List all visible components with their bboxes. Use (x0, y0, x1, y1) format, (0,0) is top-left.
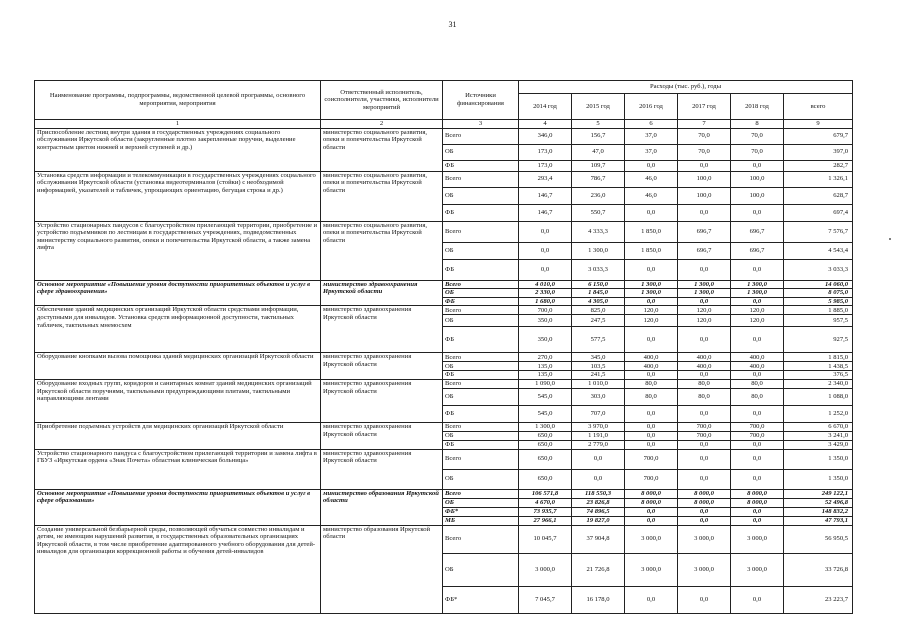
year-value-cell: 786,7 (572, 171, 625, 187)
year-value-cell: 120,0 (625, 306, 678, 315)
measure-name-cell: Создание универсальной безбарьерной среды, позволяющей обучаться совместно инвалидам и детям, не имеющим нарушений развития, в государственных образовательных организациях Иркутской области, в том числе приобретение адаптированного учебного оборудования для детей-инвалидов для организации коррекционной работы и обучения детей-инвалидов (35, 525, 321, 613)
year-value-cell: 0,0 (731, 586, 784, 613)
header-year: 2014 год (519, 94, 572, 120)
year-value-cell: 0,0 (519, 259, 572, 280)
year-value-cell: 70,0 (731, 144, 784, 160)
year-value-cell: 0,0 (731, 371, 784, 380)
year-value-cell: 0,0 (678, 469, 731, 489)
year-value-cell: 156,7 (572, 128, 625, 144)
year-value-cell: 696,7 (731, 242, 784, 259)
total-value-cell: 957,5 (784, 315, 853, 327)
funding-source-cell: Всего (443, 422, 519, 431)
table-body (35, 128, 853, 613)
funding-source-cell: ОБ (443, 242, 519, 259)
year-value-cell: 700,0 (731, 422, 784, 431)
year-value-cell: 700,0 (678, 431, 731, 440)
year-value-cell: 350,0 (519, 327, 572, 353)
year-value-cell: 3 000,0 (678, 553, 731, 586)
table-row (35, 525, 853, 553)
year-value-cell: 0,0 (678, 449, 731, 469)
year-value-cell: 0,0 (678, 507, 731, 516)
year-value-cell: 2 779,0 (572, 440, 625, 449)
year-value-cell: 8 000,0 (678, 489, 731, 498)
year-value-cell: 70,0 (678, 144, 731, 160)
year-value-cell: 4 333,3 (572, 221, 625, 242)
year-value-cell: 650,0 (519, 449, 572, 469)
year-value-cell: 303,0 (572, 388, 625, 405)
year-value-cell: 4 010,0 (519, 280, 572, 289)
total-value-cell: 23 223,7 (784, 586, 853, 613)
year-value-cell: 120,0 (731, 315, 784, 327)
header-year: 2017 год (678, 94, 731, 120)
total-value-cell: 47 793,1 (784, 516, 853, 525)
table-row (35, 221, 853, 242)
year-value-cell: 545,0 (519, 388, 572, 405)
year-value-cell: 23 826,8 (572, 498, 625, 507)
year-value-cell: 0,0 (678, 516, 731, 525)
year-value-cell: 0,0 (678, 440, 731, 449)
year-value-cell: 6 150,0 (572, 280, 625, 289)
measure-name-cell: Оборудование кнопками вызова помощника зданий медицинских организаций Иркутской области (35, 353, 321, 380)
funding-source-cell: ФБ (443, 440, 519, 449)
year-value-cell: 120,0 (678, 306, 731, 315)
funding-source-cell: ФБ (443, 297, 519, 306)
year-value-cell: 73 935,7 (519, 507, 572, 516)
year-value-cell: 7 045,7 (519, 586, 572, 613)
year-value-cell: 109,7 (572, 160, 625, 171)
year-value-cell: 700,0 (731, 431, 784, 440)
table-row (35, 422, 853, 431)
year-value-cell: 0,0 (625, 507, 678, 516)
year-value-cell: 46,0 (625, 171, 678, 187)
year-value-cell: 2 330,0 (519, 289, 572, 298)
responsible-cell: министерство образования Иркутской области (321, 525, 443, 613)
year-value-cell: 0,0 (625, 327, 678, 353)
year-value-cell: 270,0 (519, 353, 572, 362)
measure-name-cell: Установка средств информации и телекоммуникации в государственных учреждениях социального обслуживания Иркутской области (установка видеотерминалов (стойки) с необходимой информацией, указателей и табличек, упрощающих ориентацию, бегущая строка и др.) (35, 171, 321, 221)
year-value-cell: 37,0 (625, 144, 678, 160)
year-value-cell: 0,0 (731, 469, 784, 489)
year-value-cell: 0,0 (678, 297, 731, 306)
header-name: Наименование программы, подпрограммы, ведомственной целевой программы, основного мероприятия, мероприятия (35, 81, 321, 120)
total-value-cell: 56 950,5 (784, 525, 853, 553)
column-index-row (35, 120, 853, 129)
year-value-cell: 0,0 (678, 160, 731, 171)
year-value-cell: 696,7 (731, 221, 784, 242)
responsible-cell: министерство здравоохранения Иркутской области (321, 379, 443, 422)
year-value-cell: 700,0 (625, 469, 678, 489)
measure-name-cell: Приспособление лестниц внутри здания в государственных учреждениях социального обслуживания Иркутской области (закругленные плотно закрепленные поручни, выделение контрастным цветом нижней и верхней ступеней и др.) (35, 128, 321, 171)
funding-source-cell: ОБ (443, 315, 519, 327)
funding-source-cell: Всего (443, 280, 519, 289)
year-value-cell: 1 191,0 (572, 431, 625, 440)
year-value-cell: 3 970,0 (572, 422, 625, 431)
year-value-cell: 8 000,0 (678, 498, 731, 507)
funding-source-cell: ФБ (443, 405, 519, 422)
column-index-cell: 3 (443, 120, 519, 129)
year-value-cell: 0,0 (625, 297, 678, 306)
total-value-cell: 1 252,0 (784, 405, 853, 422)
year-value-cell: 173,0 (519, 144, 572, 160)
total-value-cell: 52 496,8 (784, 498, 853, 507)
table-row (35, 353, 853, 362)
year-value-cell: 293,4 (519, 171, 572, 187)
measure-name-cell: Приобретение подъемных устройств для медицинских организаций Иркутской области (35, 422, 321, 449)
total-value-cell: 2 340,0 (784, 379, 853, 388)
year-value-cell: 1 850,0 (625, 242, 678, 259)
measure-name-cell: Основное мероприятие «Повышение уровня доступности приоритетных объектов и услуг в сфере образования» (35, 489, 321, 525)
table-row (35, 128, 853, 144)
table-row (35, 306, 853, 315)
year-value-cell: 70,0 (678, 128, 731, 144)
year-value-cell: 0,0 (625, 160, 678, 171)
table-row (35, 280, 853, 289)
year-value-cell: 400,0 (678, 362, 731, 371)
year-value-cell: 1 845,0 (572, 289, 625, 298)
year-value-cell: 1 300,0 (731, 280, 784, 289)
responsible-cell: министерство здравоохранения Иркутской области (321, 280, 443, 306)
year-value-cell: 0,0 (678, 327, 731, 353)
year-value-cell: 0,0 (625, 516, 678, 525)
year-value-cell: 8 000,0 (731, 498, 784, 507)
year-value-cell: 3 000,0 (519, 553, 572, 586)
header-sources: Источники финансирования (443, 81, 519, 120)
column-index-cell: 1 (35, 120, 321, 129)
funding-source-cell: ФБ* (443, 586, 519, 613)
total-value-cell: 3 429,0 (784, 440, 853, 449)
year-value-cell: 1 850,0 (625, 221, 678, 242)
total-value-cell: 628,7 (784, 187, 853, 204)
responsible-cell: министерство социального развития, опеки и попечительства Иркутской области (321, 221, 443, 280)
year-value-cell: 1 300,0 (625, 289, 678, 298)
measure-name-cell: Основное мероприятие «Повышение уровня доступности приоритетных объектов и услуг в сфере здравоохранения» (35, 280, 321, 306)
year-value-cell: 0,0 (625, 440, 678, 449)
year-value-cell: 1 300,0 (572, 242, 625, 259)
page-number: 31 (448, 20, 457, 29)
funding-source-cell: ФБ (443, 160, 519, 171)
responsible-cell: министерство здравоохранения Иркутской области (321, 449, 443, 489)
year-value-cell: 4 670,0 (519, 498, 572, 507)
year-value-cell: 80,0 (625, 379, 678, 388)
measure-name-cell: Обеспечение зданий медицинских организаций Иркутской области средствами информации, доступными для инвалидов. Установка средств информационной доступности, тактильных табличек, тактильных мнемосхем (35, 306, 321, 353)
funding-source-cell: Всего (443, 171, 519, 187)
total-value-cell: 1 815,0 (784, 353, 853, 362)
total-value-cell: 1 885,0 (784, 306, 853, 315)
column-index-cell: 9 (784, 120, 853, 129)
year-value-cell: 80,0 (731, 388, 784, 405)
year-value-cell: 700,0 (519, 306, 572, 315)
header-responsible: Ответственный исполнитель, соисполнители, участники, исполнители мероприятий (321, 81, 443, 120)
total-value-cell: 7 576,7 (784, 221, 853, 242)
year-value-cell: 0,0 (625, 586, 678, 613)
year-value-cell: 74 896,5 (572, 507, 625, 516)
total-value-cell: 1 350,0 (784, 469, 853, 489)
table-row (35, 379, 853, 388)
year-value-cell: 103,5 (572, 362, 625, 371)
header-year: 2018 год (731, 94, 784, 120)
funding-source-cell: ОБ (443, 144, 519, 160)
year-value-cell: 0,0 (731, 449, 784, 469)
year-value-cell: 120,0 (731, 306, 784, 315)
year-value-cell: 3 000,0 (731, 525, 784, 553)
total-value-cell: 3 033,3 (784, 259, 853, 280)
year-value-cell: 350,0 (519, 315, 572, 327)
total-value-cell: 5 985,0 (784, 297, 853, 306)
header-expenses: Расходы (тыс. руб.), годы (519, 81, 853, 94)
funding-source-cell: Всего (443, 128, 519, 144)
year-value-cell: 27 966,1 (519, 516, 572, 525)
year-value-cell: 19 827,0 (572, 516, 625, 525)
year-value-cell: 1 300,0 (731, 289, 784, 298)
year-value-cell: 80,0 (731, 379, 784, 388)
year-value-cell: 3 000,0 (678, 525, 731, 553)
year-value-cell: 118 550,3 (572, 489, 625, 498)
year-value-cell: 3 033,3 (572, 259, 625, 280)
year-value-cell: 146,7 (519, 187, 572, 204)
year-value-cell: 247,5 (572, 315, 625, 327)
year-value-cell: 0,0 (731, 507, 784, 516)
total-value-cell: 927,5 (784, 327, 853, 353)
total-value-cell: 14 060,0 (784, 280, 853, 289)
budget-table (34, 80, 853, 614)
responsible-cell: министерство социального развития, опеки и попечительства Иркутской области (321, 171, 443, 221)
funding-source-cell: Всего (443, 306, 519, 315)
funding-source-cell: ОБ (443, 362, 519, 371)
year-value-cell: 100,0 (678, 171, 731, 187)
responsible-cell: министерство здравоохранения Иркутской области (321, 422, 443, 449)
year-value-cell: 400,0 (731, 362, 784, 371)
measure-name-cell: Устройство стационарного пандуса с благоустройством прилегающей территории и замена лифта в ГБУЗ «Иркутская ордена «Знак Почета» областная клиническая больница» (35, 449, 321, 489)
year-value-cell: 135,0 (519, 362, 572, 371)
year-value-cell: 21 726,8 (572, 553, 625, 586)
funding-source-cell: МБ (443, 516, 519, 525)
year-value-cell: 0,0 (625, 422, 678, 431)
year-value-cell: 1 300,0 (678, 289, 731, 298)
funding-source-cell: ФБ (443, 204, 519, 221)
year-value-cell: 346,0 (519, 128, 572, 144)
year-value-cell: 700,0 (678, 422, 731, 431)
year-value-cell: 0,0 (519, 221, 572, 242)
year-value-cell: 3 000,0 (625, 525, 678, 553)
total-value-cell: 376,5 (784, 371, 853, 380)
total-value-cell: 282,7 (784, 160, 853, 171)
header-year: всего (784, 94, 853, 120)
year-value-cell: 0,0 (678, 371, 731, 380)
total-value-cell: 697,4 (784, 204, 853, 221)
year-value-cell: 37 904,8 (572, 525, 625, 553)
year-value-cell: 120,0 (678, 315, 731, 327)
year-value-cell: 70,0 (731, 128, 784, 144)
year-value-cell: 8 000,0 (625, 498, 678, 507)
year-value-cell: 550,7 (572, 204, 625, 221)
header-year: 2015 год (572, 94, 625, 120)
year-value-cell: 700,0 (625, 449, 678, 469)
total-value-cell: 679,7 (784, 128, 853, 144)
year-value-cell: 100,0 (731, 171, 784, 187)
year-value-cell: 1 090,0 (519, 379, 572, 388)
total-value-cell: 4 543,4 (784, 242, 853, 259)
funding-source-cell: Всего (443, 449, 519, 469)
column-index-cell: 4 (519, 120, 572, 129)
year-value-cell: 173,0 (519, 160, 572, 171)
year-value-cell: 16 178,0 (572, 586, 625, 613)
funding-source-cell: ОБ (443, 289, 519, 298)
year-value-cell: 8 000,0 (625, 489, 678, 498)
funding-source-cell: ОБ (443, 388, 519, 405)
funding-source-cell: ФБ (443, 259, 519, 280)
year-value-cell: 0,0 (519, 242, 572, 259)
total-value-cell: 1 088,0 (784, 388, 853, 405)
funding-source-cell: ОБ (443, 469, 519, 489)
year-value-cell: 707,0 (572, 405, 625, 422)
total-value-cell: 8 075,0 (784, 289, 853, 298)
year-value-cell: 1 680,0 (519, 297, 572, 306)
year-value-cell: 80,0 (678, 379, 731, 388)
year-value-cell: 100,0 (731, 187, 784, 204)
year-value-cell: 0,0 (678, 204, 731, 221)
year-value-cell: 0,0 (678, 259, 731, 280)
responsible-cell: министерство образования Иркутской области (321, 489, 443, 525)
margin-mark (889, 238, 891, 240)
year-value-cell: 0,0 (731, 204, 784, 221)
table-row (35, 449, 853, 469)
year-value-cell: 400,0 (625, 353, 678, 362)
year-value-cell: 120,0 (625, 315, 678, 327)
header-year: 2016 год (625, 94, 678, 120)
column-index-cell: 6 (625, 120, 678, 129)
year-value-cell: 3 000,0 (731, 553, 784, 586)
year-value-cell: 577,5 (572, 327, 625, 353)
total-value-cell: 249 122,1 (784, 489, 853, 498)
year-value-cell: 0,0 (731, 160, 784, 171)
year-value-cell: 0,0 (625, 371, 678, 380)
year-value-cell: 696,7 (678, 221, 731, 242)
year-value-cell: 0,0 (625, 405, 678, 422)
funding-source-cell: ОБ (443, 553, 519, 586)
year-value-cell: 650,0 (519, 431, 572, 440)
funding-source-cell: ФБ (443, 371, 519, 380)
year-value-cell: 47,0 (572, 144, 625, 160)
table-row (35, 489, 853, 498)
year-value-cell: 1 010,0 (572, 379, 625, 388)
year-value-cell: 46,0 (625, 187, 678, 204)
year-value-cell: 10 045,7 (519, 525, 572, 553)
year-value-cell: 8 000,0 (731, 489, 784, 498)
year-value-cell: 0,0 (731, 516, 784, 525)
funding-source-cell: Всего (443, 489, 519, 498)
year-value-cell: 545,0 (519, 405, 572, 422)
responsible-cell: министерство здравоохранения Иркутской области (321, 353, 443, 380)
total-value-cell: 1 326,1 (784, 171, 853, 187)
total-value-cell: 6 670,0 (784, 422, 853, 431)
year-value-cell: 80,0 (678, 388, 731, 405)
year-value-cell: 400,0 (731, 353, 784, 362)
year-value-cell: 0,0 (625, 259, 678, 280)
funding-source-cell: ФБ (443, 327, 519, 353)
year-value-cell: 0,0 (731, 327, 784, 353)
year-value-cell: 236,0 (572, 187, 625, 204)
funding-source-cell: ОБ (443, 498, 519, 507)
year-value-cell: 146,7 (519, 204, 572, 221)
measure-name-cell: Оборудование входных групп, коридоров и санитарных комнат зданий медицинских организаций Иркутской области поручнями, тактильными предупреждающими плитами, тактильными направляющими лентами (35, 379, 321, 422)
year-value-cell: 0,0 (625, 431, 678, 440)
year-value-cell: 1 300,0 (625, 280, 678, 289)
year-value-cell: 0,0 (678, 586, 731, 613)
year-value-cell: 1 300,0 (678, 280, 731, 289)
year-value-cell: 650,0 (519, 440, 572, 449)
year-value-cell: 0,0 (731, 297, 784, 306)
measure-name-cell: Устройство стационарных пандусов с благоустройством прилегающей территории, приобретение и устройство подъемников по лестницам в государственных учреждениях, подведомственных министерству социального развития, опеки и попечительства Иркутской области, а также замена лифта (35, 221, 321, 280)
year-value-cell: 80,0 (625, 388, 678, 405)
year-value-cell: 100,0 (678, 187, 731, 204)
year-value-cell: 400,0 (625, 362, 678, 371)
year-value-cell: 400,0 (678, 353, 731, 362)
year-value-cell: 825,0 (572, 306, 625, 315)
funding-source-cell: ФБ* (443, 507, 519, 516)
responsible-cell: министерство здравоохранения Иркутской области (321, 306, 443, 353)
funding-source-cell: ОБ (443, 431, 519, 440)
funding-source-cell: Всего (443, 353, 519, 362)
year-value-cell: 3 000,0 (625, 553, 678, 586)
year-value-cell: 0,0 (731, 440, 784, 449)
year-value-cell: 696,7 (678, 242, 731, 259)
year-value-cell: 0,0 (731, 259, 784, 280)
year-value-cell: 0,0 (572, 469, 625, 489)
funding-source-cell: Всего (443, 221, 519, 242)
year-value-cell: 37,0 (625, 128, 678, 144)
year-value-cell: 650,0 (519, 469, 572, 489)
funding-source-cell: Всего (443, 379, 519, 388)
year-value-cell: 0,0 (572, 449, 625, 469)
column-index-cell: 7 (678, 120, 731, 129)
total-value-cell: 1 350,0 (784, 449, 853, 469)
column-index-cell: 5 (572, 120, 625, 129)
table-row (35, 171, 853, 187)
responsible-cell: министерство социального развития, опеки и попечительства Иркутской области (321, 128, 443, 171)
funding-source-cell: Всего (443, 525, 519, 553)
total-value-cell: 397,0 (784, 144, 853, 160)
column-index-cell: 2 (321, 120, 443, 129)
total-value-cell: 1 438,5 (784, 362, 853, 371)
year-value-cell: 4 305,0 (572, 297, 625, 306)
year-value-cell: 0,0 (678, 405, 731, 422)
total-value-cell: 148 832,2 (784, 507, 853, 516)
year-value-cell: 1 300,0 (519, 422, 572, 431)
year-value-cell: 106 571,8 (519, 489, 572, 498)
year-value-cell: 0,0 (625, 204, 678, 221)
year-value-cell: 0,0 (731, 405, 784, 422)
column-index-cell: 8 (731, 120, 784, 129)
funding-source-cell: ОБ (443, 187, 519, 204)
year-value-cell: 135,0 (519, 371, 572, 380)
year-value-cell: 345,0 (572, 353, 625, 362)
total-value-cell: 33 726,8 (784, 553, 853, 586)
year-value-cell: 241,5 (572, 371, 625, 380)
total-value-cell: 3 241,0 (784, 431, 853, 440)
